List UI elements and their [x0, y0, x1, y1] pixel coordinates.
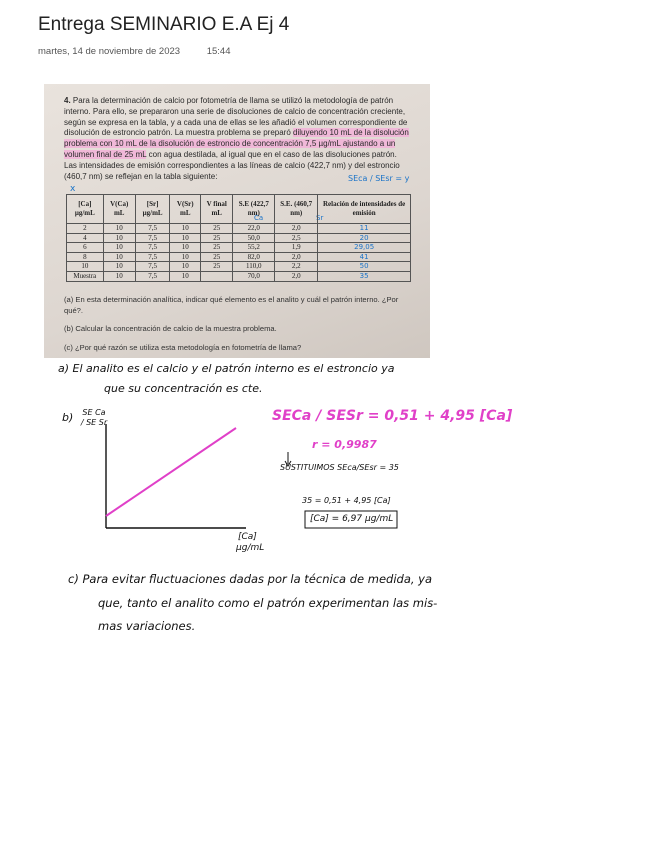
table-cell: 25: [201, 233, 233, 243]
table-cell: 2: [67, 224, 104, 234]
table-cell: 10: [170, 271, 201, 281]
table-cell: 2,5: [275, 233, 318, 243]
table-cell: 7,5: [135, 271, 170, 281]
graph-yaxis-label: SE Ca / SE Sr: [80, 408, 108, 427]
calculation-step: 35 = 0,51 + 4,95 [Ca]: [302, 496, 391, 505]
table-cell: 22,0: [233, 224, 275, 234]
result-value: [Ca] = 6,97 µg/mL: [310, 514, 394, 524]
table-cell: 7,5: [135, 224, 170, 234]
table-cell: 10: [170, 252, 201, 262]
table-cell-ratio: 50: [318, 262, 411, 272]
table-cell: 70,0: [233, 271, 275, 281]
table-cell-ratio: 29,05: [318, 243, 411, 253]
problem-highlight: diluyendo 10 mL de la disolución problema con 10 mL de la disolución de estroncio de concentración 7,5 µg/mL ajustando a un volumen final de 25 mL: [64, 128, 409, 159]
table-cell: 2,0: [275, 271, 318, 281]
page-time: 15:44: [206, 46, 231, 57]
page-date: martes, 14 de noviembre de 2023: [38, 46, 181, 57]
answer-c-line3: mas variaciones.: [98, 619, 196, 633]
problem-number: 4.: [64, 96, 71, 105]
header-vfinal: V final mL: [201, 195, 233, 224]
table-cell-ratio: 11: [318, 224, 411, 234]
table-cell: Muestra: [67, 271, 104, 281]
header-se-sr: S.E. (460,7 nm): [275, 195, 318, 224]
answer-c-line2: que, tanto el analito como el patrón experimentan las mis-: [98, 596, 438, 610]
table-cell: 25: [201, 262, 233, 272]
table-cell: 25: [201, 252, 233, 262]
table-cell: 10: [103, 262, 135, 272]
question-b: (b) Calcular la concentración de calcio de la muestra problema.: [64, 324, 277, 333]
table-cell: 4: [67, 233, 104, 243]
table-cell-ratio: 35: [318, 271, 411, 281]
table-cell: 10: [67, 262, 104, 272]
table-cell: 10: [170, 243, 201, 253]
table-cell: 1,9: [275, 243, 318, 253]
table-cell: 10: [103, 233, 135, 243]
header-ratio: Relación de intensidades de emisión: [318, 195, 411, 224]
page-title: Entrega SEMINARIO E.A Ej 4: [38, 14, 290, 35]
substitution-step: SUSTITUIMOS SEca/SEsr = 35: [280, 463, 399, 472]
table-cell: 10: [103, 252, 135, 262]
header-se-ca: S.E (422,7 nm): [233, 195, 275, 224]
table-cell-ratio: 20: [318, 233, 411, 243]
graph-xaxis-label: [Ca]: [238, 532, 257, 542]
table-cell: 7,5: [135, 233, 170, 243]
table-cell: 25: [201, 224, 233, 234]
question-c: (c) ¿Por qué razón se utiliza esta metodología en fotometría de llama?: [64, 343, 302, 352]
header-ca: [Ca] µg/mL: [67, 195, 104, 224]
question-a: (a) En esta determinación analítica, indicar qué elemento es el analito y cuál el patrón interno. ¿Por qué?.: [64, 295, 399, 315]
table-cell: 8: [67, 252, 104, 262]
table-cell: 6: [67, 243, 104, 253]
table-cell: 10: [103, 271, 135, 281]
table-cell: 7,5: [135, 252, 170, 262]
table-cell: 2,0: [275, 224, 318, 234]
answer-a-line2: que su concentración es cte.: [104, 382, 263, 395]
answer-b-label: b): [62, 411, 74, 424]
correlation-coefficient: r = 0,9987: [312, 438, 377, 451]
table-cell: 10: [103, 224, 135, 234]
problem-text-before: Para la determinación de calcio por fotometría de llama se utilizó la metodología de patrón interno. Para ello, se prepararon una serie de disoluciones de calcio de concentración creciente, según se expresa en la tabla, y a cada una de ellas se les añadió el volumen correspondiente de disolución de estroncio patrón. La muestra problema se preparó: [64, 96, 408, 138]
table-cell: 110,0: [233, 262, 275, 272]
problem-text-after: con agua destilada, al igual que en el caso de las disoluciones patrón. Las intensidades de emisión correspondientes a las líneas de calcio (422,7 nm) y del estroncio (460,7 nm) se reflejan en la tabla siguiente:: [64, 149, 400, 181]
table-cell: 10: [170, 262, 201, 272]
table-cell: 7,5: [135, 243, 170, 253]
regression-equation: SECa / SESr = 0,51 + 4,95 [Ca]: [272, 408, 513, 424]
calibration-line: [106, 428, 236, 516]
header-sr: [Sr] µg/mL: [135, 195, 170, 224]
answer-a-line1: a) El analito es el calcio y el patrón interno es el estroncio ya: [58, 362, 395, 375]
ca-annotation: Ca: [254, 214, 264, 222]
table-cell: 50,0: [233, 233, 275, 243]
x-annotation: x: [70, 184, 76, 194]
table-cell: 10: [103, 243, 135, 253]
table-cell: 2,2: [275, 262, 318, 272]
ratio-annotation: SEca / SEsr = y: [348, 174, 410, 183]
table-cell: 7,5: [135, 262, 170, 272]
header-vsr: V(Sr) mL: [170, 195, 201, 224]
table-cell: 10: [170, 224, 201, 234]
table-cell: 10: [170, 233, 201, 243]
sr-annotation: Sr: [316, 214, 324, 222]
table-cell: 55,2: [233, 243, 275, 253]
answer-c-line1: c) Para evitar fluctuaciones dadas por la técnica de medida, ya: [68, 572, 433, 586]
table-cell: 25: [201, 243, 233, 253]
table-cell-ratio: 41: [318, 252, 411, 262]
graph-xaxis-unit: µg/mL: [236, 543, 265, 553]
table-cell: 82,0: [233, 252, 275, 262]
table-cell: 2,0: [275, 252, 318, 262]
header-vca: V(Ca) mL: [103, 195, 135, 224]
